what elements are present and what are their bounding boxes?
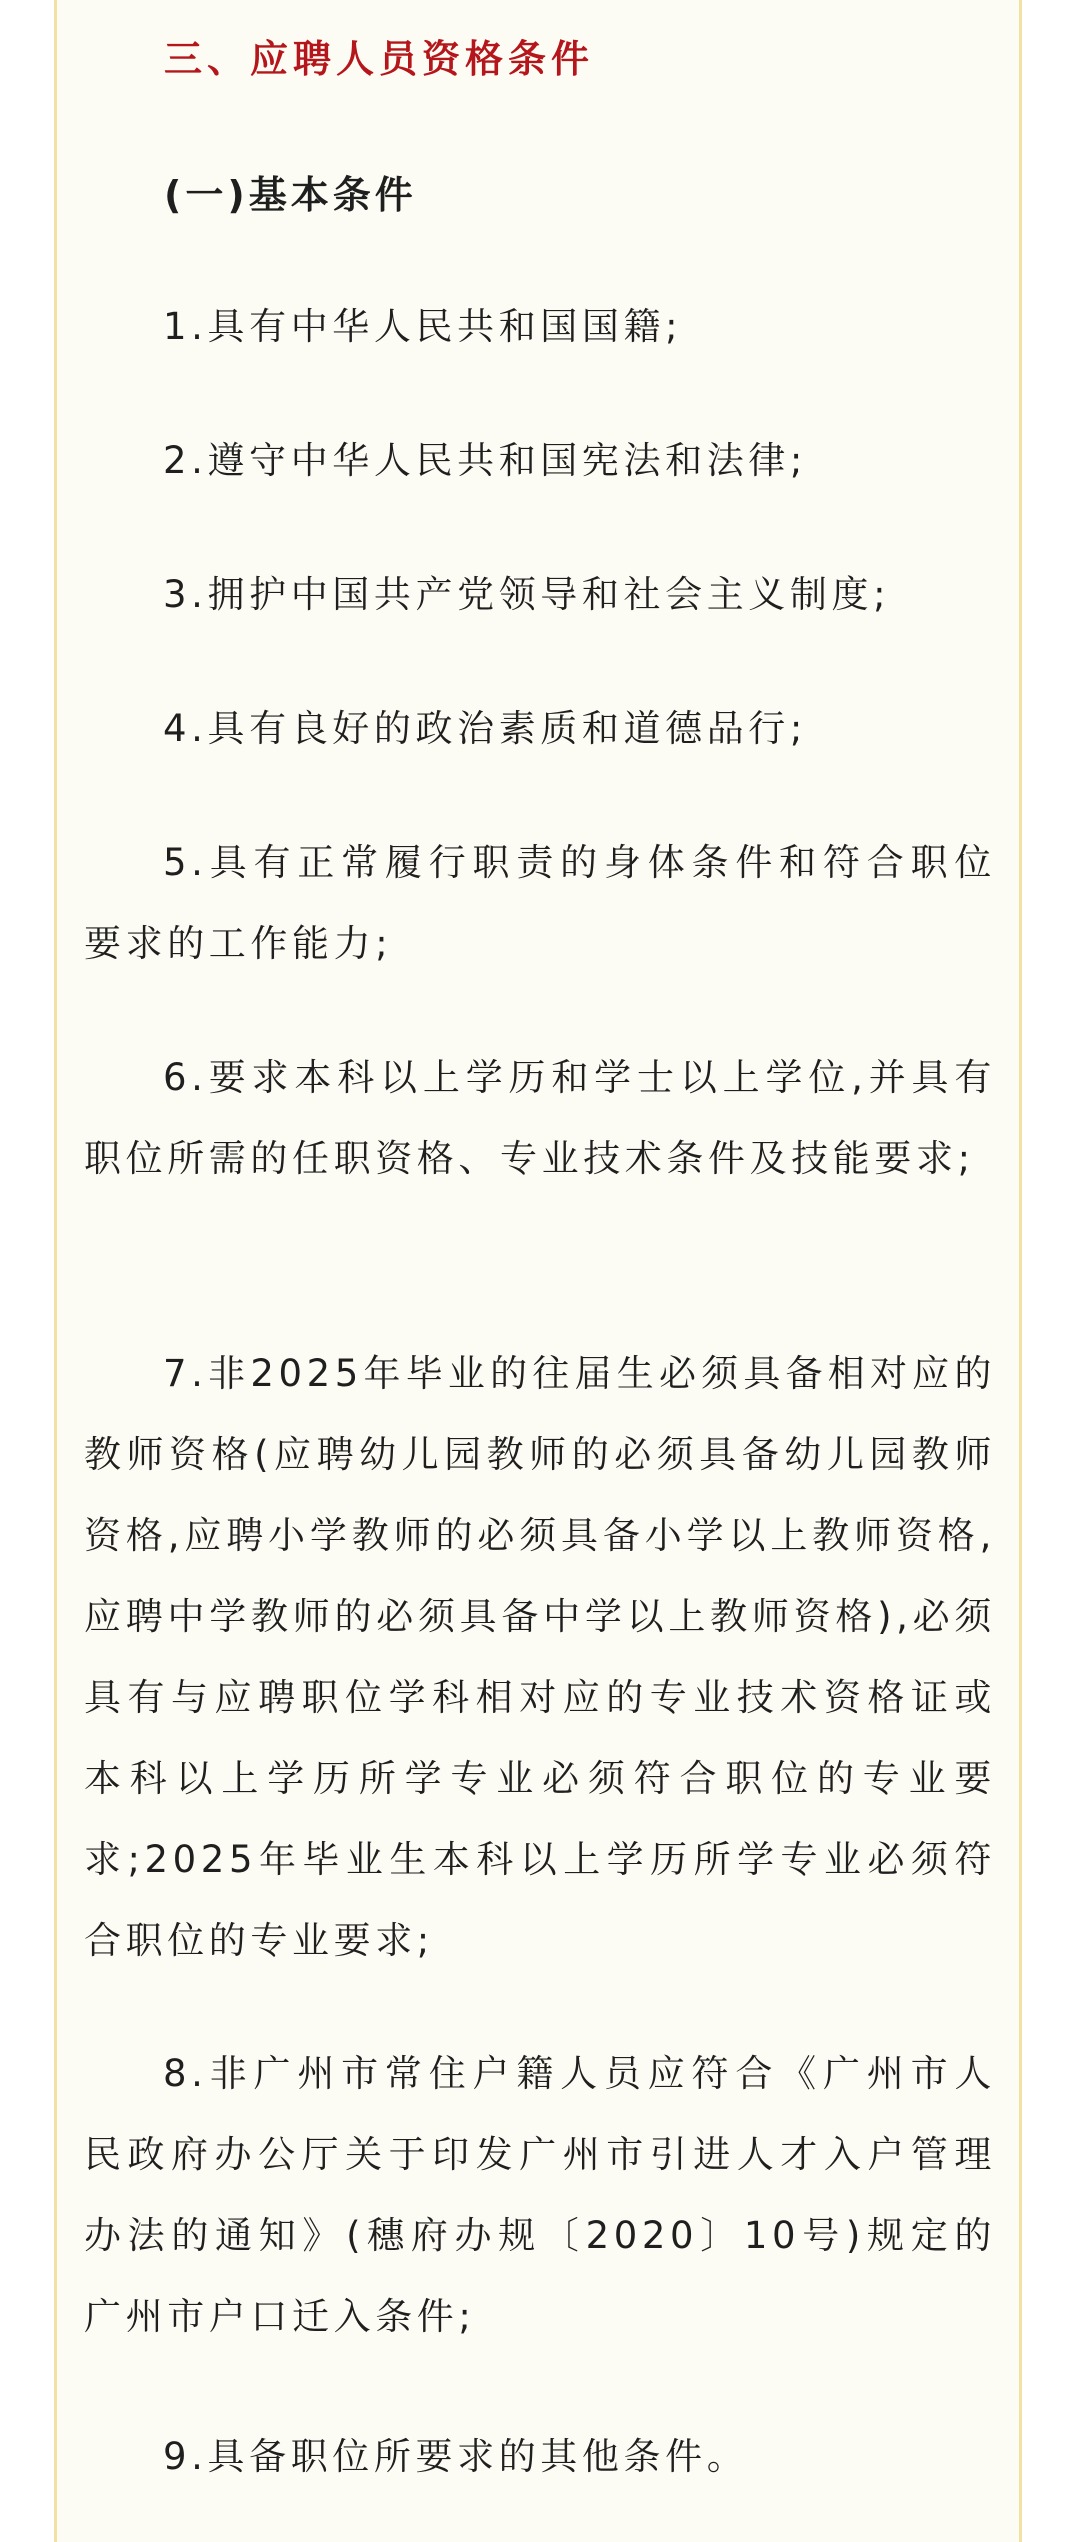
requirement-item-8: 8.非广州市常住户籍人员应符合《广州市人民政府办公厅关于印发广州市引进人才入户管理办法的通知》(穗府办规〔2020〕10号)规定的广州市户口迁入条件; (84, 2052, 996, 2338)
requirement-item-6: 6.要求本科以上学历和学士以上学位,并具有职位所需的任职资格、专业技术条件及技能要求; (84, 1056, 996, 1180)
requirement-item-9: 9.具备职位所要求的其他条件。 (163, 2435, 749, 2478)
requirement-item-4: 4.具有良好的政治素质和道德品行; (163, 707, 807, 750)
section-title: 三、应聘人员资格条件 (164, 37, 595, 81)
requirement-item-7: 7.非2025年毕业的往届生必须具备相对应的教师资格(应聘幼儿园教师的必须具备幼儿园教师资格,应聘小学教师的必须具备小学以上教师资格,应聘中学教师的必须具备中学以上教师资格),必须具有与应聘职位学科相对应的专业技术资格证或本科以上学历所学专业必须符合职位的专业要求;2025年毕业生本科以上学历所学专业必须符合职位的专业要求; (84, 1352, 996, 1962)
subsection-title: (一)基本条件 (164, 173, 417, 217)
requirement-item-3: 3.拥护中国共产党领导和社会主义制度; (163, 573, 891, 616)
requirement-item-5: 5.具有正常履行职责的身体条件和符合职位要求的工作能力; (84, 841, 996, 965)
requirement-item-1: 1.具有中华人民共和国国籍; (163, 305, 683, 348)
requirement-item-2: 2.遵守中华人民共和国宪法和法律; (163, 439, 807, 482)
